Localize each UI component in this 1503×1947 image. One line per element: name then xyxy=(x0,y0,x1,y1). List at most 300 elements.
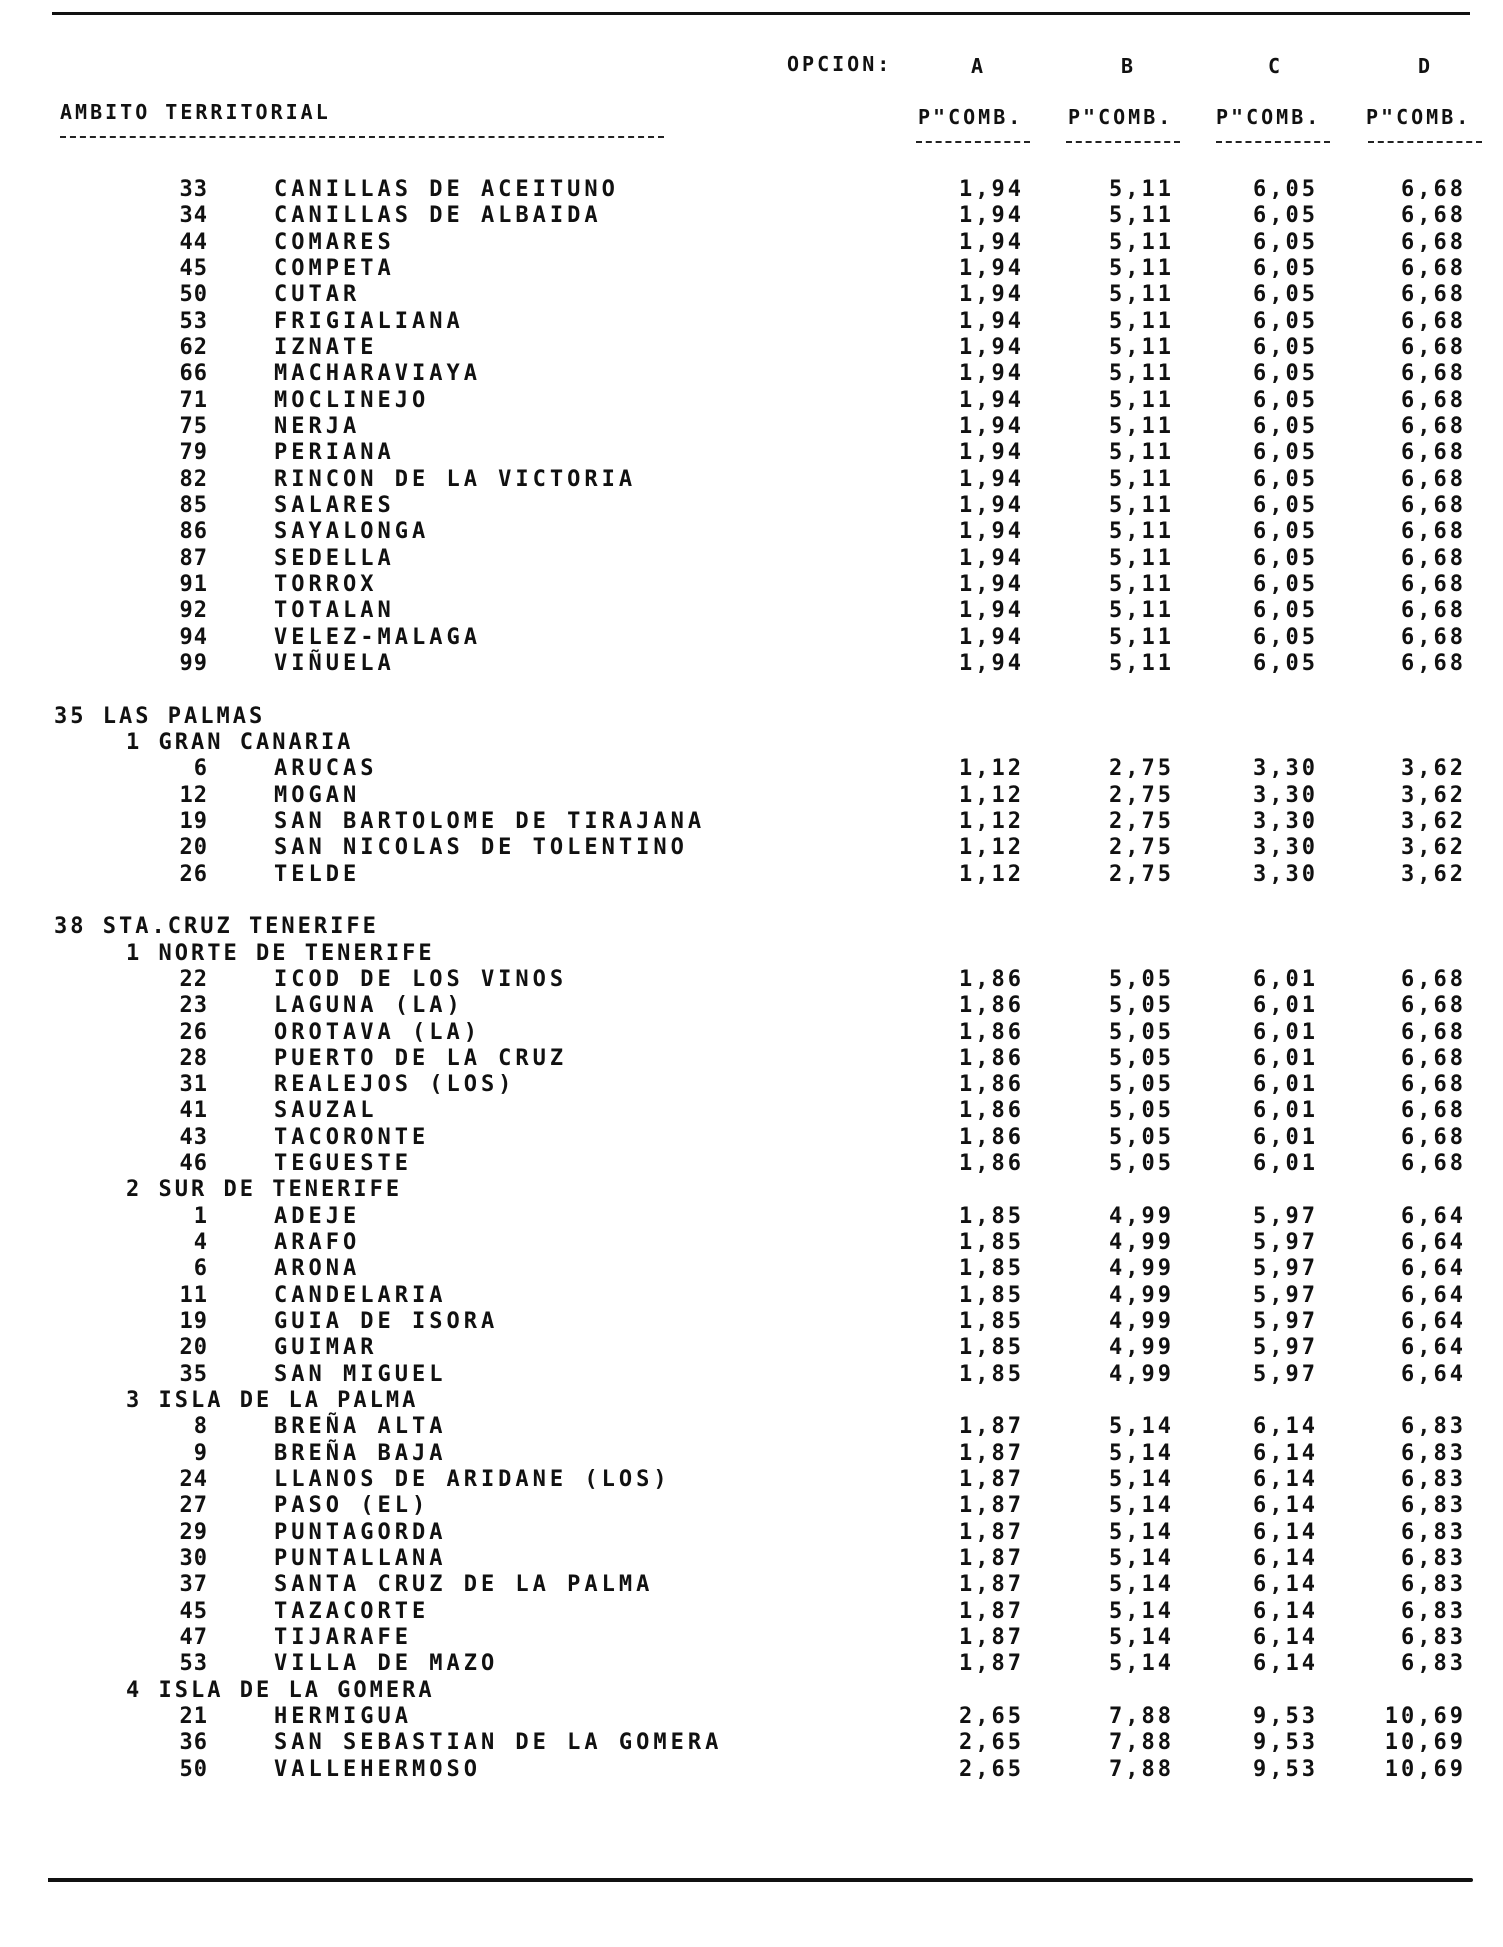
municipality-code: 26 xyxy=(179,861,208,887)
value-c: 6,05 xyxy=(1253,282,1318,308)
municipality-name: MOCLINEJO xyxy=(274,387,430,413)
municipality-name: ICOD DE LOS VINOS xyxy=(274,966,568,992)
municipality-code: 86 xyxy=(179,519,208,545)
municipality-name: TOTALAN xyxy=(274,598,395,624)
heading-underline xyxy=(60,136,664,138)
value-c: 6,05 xyxy=(1253,203,1318,229)
value-d: 6,68 xyxy=(1401,492,1466,518)
value-b: 4,99 xyxy=(1109,1230,1174,1256)
value-a: 1,85 xyxy=(959,1335,1024,1361)
value-c: 5,97 xyxy=(1253,1309,1318,1335)
value-b: 2,75 xyxy=(1109,861,1174,887)
value-d: 6,68 xyxy=(1401,466,1466,492)
value-a: 2,65 xyxy=(959,1756,1024,1782)
value-c: 6,05 xyxy=(1253,598,1318,624)
value-c: 5,97 xyxy=(1253,1335,1318,1361)
value-a: 1,85 xyxy=(959,1203,1024,1229)
comarca-title: 3 ISLA DE LA PALMA xyxy=(126,1388,419,1414)
value-d: 6,68 xyxy=(1401,282,1466,308)
value-a: 1,87 xyxy=(959,1598,1024,1624)
municipality-name: TIJARAFE xyxy=(274,1625,412,1651)
value-c: 6,14 xyxy=(1253,1651,1318,1677)
column-d-underline xyxy=(1368,141,1482,143)
value-b: 5,05 xyxy=(1109,1045,1174,1071)
table-row xyxy=(0,1151,1503,1177)
value-c: 6,14 xyxy=(1253,1440,1318,1466)
table-row xyxy=(0,1414,1503,1440)
value-b: 2,75 xyxy=(1109,756,1174,782)
table-row xyxy=(0,572,1503,598)
value-d: 6,83 xyxy=(1401,1414,1466,1440)
value-d: 6,68 xyxy=(1401,571,1466,597)
municipality-name: TACORONTE xyxy=(274,1124,430,1150)
municipality-code: 27 xyxy=(179,1493,208,1519)
column-b-underline xyxy=(1066,141,1180,143)
municipality-name: MOGAN xyxy=(274,782,361,808)
table-row xyxy=(0,546,1503,572)
value-a: 1,86 xyxy=(959,1151,1024,1177)
municipality-name: RINCON DE LA VICTORIA xyxy=(274,466,637,492)
value-a: 1,86 xyxy=(959,1098,1024,1124)
table-row xyxy=(0,1704,1503,1730)
table-row xyxy=(0,1625,1503,1651)
value-a: 1,86 xyxy=(959,1045,1024,1071)
municipality-code: 94 xyxy=(179,624,208,650)
value-c: 3,30 xyxy=(1253,835,1318,861)
value-a: 1,87 xyxy=(959,1467,1024,1493)
table-row xyxy=(0,1757,1503,1783)
value-c: 6,01 xyxy=(1253,1151,1318,1177)
municipality-code: 37 xyxy=(179,1572,208,1598)
table-row xyxy=(0,625,1503,651)
table-row xyxy=(0,1309,1503,1335)
municipality-name: SAN BARTOLOME DE TIRAJANA xyxy=(274,808,706,834)
municipality-code: 28 xyxy=(179,1045,208,1071)
value-b: 5,05 xyxy=(1109,993,1174,1019)
value-c: 6,14 xyxy=(1253,1519,1318,1545)
value-a: 1,85 xyxy=(959,1256,1024,1282)
value-d: 6,68 xyxy=(1401,1045,1466,1071)
municipality-name: TORROX xyxy=(274,571,378,597)
value-b: 7,88 xyxy=(1109,1730,1174,1756)
comarca-title: 2 SUR DE TENERIFE xyxy=(126,1177,403,1203)
table-row xyxy=(0,177,1503,203)
value-a: 1,94 xyxy=(959,598,1024,624)
value-c: 6,05 xyxy=(1253,624,1318,650)
municipality-name: SAN SEBASTIAN DE LA GOMERA xyxy=(274,1730,723,1756)
value-a: 1,94 xyxy=(959,624,1024,650)
value-b: 5,11 xyxy=(1109,282,1174,308)
municipality-code: 35 xyxy=(179,1361,208,1387)
value-b: 5,11 xyxy=(1109,492,1174,518)
value-b: 5,11 xyxy=(1109,387,1174,413)
value-a: 1,94 xyxy=(959,308,1024,334)
value-b: 4,99 xyxy=(1109,1282,1174,1308)
municipality-code: 19 xyxy=(179,808,208,834)
value-b: 5,11 xyxy=(1109,361,1174,387)
value-b: 7,88 xyxy=(1109,1704,1174,1730)
value-b: 5,14 xyxy=(1109,1651,1174,1677)
table-row xyxy=(0,862,1503,888)
table-row xyxy=(0,230,1503,256)
value-d: 6,68 xyxy=(1401,1098,1466,1124)
municipality-code: 46 xyxy=(179,1151,208,1177)
value-a: 1,94 xyxy=(959,466,1024,492)
value-d: 6,83 xyxy=(1401,1440,1466,1466)
column-c-underline xyxy=(1216,141,1330,143)
value-d: 6,64 xyxy=(1401,1203,1466,1229)
value-d: 6,68 xyxy=(1401,1124,1466,1150)
value-d: 3,62 xyxy=(1401,861,1466,887)
value-c: 5,97 xyxy=(1253,1230,1318,1256)
value-c: 6,14 xyxy=(1253,1625,1318,1651)
value-a: 1,94 xyxy=(959,361,1024,387)
value-c: 6,14 xyxy=(1253,1572,1318,1598)
table-row xyxy=(0,309,1503,335)
comarca-title: 1 GRAN CANARIA xyxy=(126,729,354,755)
municipality-name: IZNATE xyxy=(274,334,378,360)
municipality-name: LLANOS DE ARIDANE (LOS) xyxy=(274,1467,671,1493)
value-c: 6,05 xyxy=(1253,255,1318,281)
municipality-code: 43 xyxy=(179,1124,208,1150)
value-b: 5,14 xyxy=(1109,1440,1174,1466)
value-b: 5,11 xyxy=(1109,229,1174,255)
value-c: 3,30 xyxy=(1253,808,1318,834)
comarca-row xyxy=(0,1177,1503,1203)
value-c: 3,30 xyxy=(1253,861,1318,887)
value-c: 6,05 xyxy=(1253,650,1318,676)
value-b: 5,11 xyxy=(1109,177,1174,202)
opcion-label: OPCION: xyxy=(787,52,893,76)
value-a: 1,87 xyxy=(959,1414,1024,1440)
table-row xyxy=(0,651,1503,677)
spacer-row xyxy=(0,677,1503,703)
value-b: 5,11 xyxy=(1109,255,1174,281)
comarca-row xyxy=(0,730,1503,756)
value-a: 1,86 xyxy=(959,1072,1024,1098)
value-d: 6,83 xyxy=(1401,1651,1466,1677)
option-a-label: A xyxy=(971,54,987,78)
value-a: 1,87 xyxy=(959,1546,1024,1572)
value-b: 5,05 xyxy=(1109,1072,1174,1098)
value-a: 1,94 xyxy=(959,492,1024,518)
value-c: 6,01 xyxy=(1253,1124,1318,1150)
value-c: 3,30 xyxy=(1253,782,1318,808)
value-a: 1,85 xyxy=(959,1361,1024,1387)
value-a: 1,94 xyxy=(959,229,1024,255)
municipality-name: OROTAVA (LA) xyxy=(274,1019,481,1045)
value-a: 1,85 xyxy=(959,1230,1024,1256)
value-d: 10,69 xyxy=(1384,1704,1466,1730)
value-d: 6,68 xyxy=(1401,177,1466,202)
value-d: 6,68 xyxy=(1401,308,1466,334)
value-c: 6,01 xyxy=(1253,1019,1318,1045)
option-c-label: C xyxy=(1268,54,1284,78)
value-a: 1,87 xyxy=(959,1519,1024,1545)
table-row xyxy=(0,756,1503,782)
value-a: 1,85 xyxy=(959,1309,1024,1335)
value-c: 6,14 xyxy=(1253,1598,1318,1624)
value-d: 6,68 xyxy=(1401,361,1466,387)
province-row xyxy=(0,914,1503,940)
value-a: 1,94 xyxy=(959,255,1024,281)
column-a-heading: P"COMB. xyxy=(918,105,1024,129)
municipality-code: 34 xyxy=(179,203,208,229)
value-c: 6,14 xyxy=(1253,1546,1318,1572)
municipality-name: VELEZ-MALAGA xyxy=(274,624,481,650)
table-row xyxy=(0,1651,1503,1677)
value-b: 5,05 xyxy=(1109,1019,1174,1045)
column-d-heading: P"COMB. xyxy=(1366,105,1472,129)
value-b: 5,14 xyxy=(1109,1414,1174,1440)
municipality-code: 71 xyxy=(179,387,208,413)
value-d: 6,68 xyxy=(1401,1072,1466,1098)
ambito-territorial-heading: AMBITO TERRITORIAL xyxy=(60,100,331,124)
municipality-code: 41 xyxy=(179,1098,208,1124)
value-b: 2,75 xyxy=(1109,835,1174,861)
value-d: 3,62 xyxy=(1401,756,1466,782)
comarca-row xyxy=(0,941,1503,967)
value-c: 5,97 xyxy=(1253,1256,1318,1282)
municipality-code: 44 xyxy=(179,229,208,255)
value-c: 6,05 xyxy=(1253,413,1318,439)
value-a: 1,12 xyxy=(959,808,1024,834)
table-row xyxy=(0,1072,1503,1098)
municipality-name: SAN MIGUEL xyxy=(274,1361,447,1387)
value-d: 6,68 xyxy=(1401,334,1466,360)
value-b: 4,99 xyxy=(1109,1309,1174,1335)
value-c: 6,05 xyxy=(1253,334,1318,360)
table-row xyxy=(0,1020,1503,1046)
municipality-name: REALEJOS (LOS) xyxy=(274,1072,516,1098)
municipality-code: 30 xyxy=(179,1546,208,1572)
value-a: 1,87 xyxy=(959,1493,1024,1519)
municipality-name: GUIA DE ISORA xyxy=(274,1309,499,1335)
table-row xyxy=(0,440,1503,466)
value-b: 2,75 xyxy=(1109,808,1174,834)
value-d: 3,62 xyxy=(1401,782,1466,808)
value-d: 6,68 xyxy=(1401,1019,1466,1045)
value-c: 5,97 xyxy=(1253,1361,1318,1387)
value-d: 6,68 xyxy=(1401,545,1466,571)
value-d: 10,69 xyxy=(1384,1756,1466,1782)
value-c: 6,05 xyxy=(1253,466,1318,492)
value-c: 9,53 xyxy=(1253,1730,1318,1756)
value-b: 5,14 xyxy=(1109,1598,1174,1624)
value-d: 6,68 xyxy=(1401,413,1466,439)
value-c: 3,30 xyxy=(1253,756,1318,782)
value-b: 5,11 xyxy=(1109,624,1174,650)
value-c: 6,01 xyxy=(1253,1072,1318,1098)
municipality-code: 20 xyxy=(179,835,208,861)
value-c: 9,53 xyxy=(1253,1756,1318,1782)
value-d: 6,68 xyxy=(1401,624,1466,650)
value-a: 1,87 xyxy=(959,1572,1024,1598)
value-b: 5,14 xyxy=(1109,1493,1174,1519)
value-d: 6,83 xyxy=(1401,1519,1466,1545)
table-row xyxy=(0,1204,1503,1230)
table-row xyxy=(0,783,1503,809)
municipality-code: 9 xyxy=(193,1440,208,1466)
municipality-name: CANILLAS DE ALBAIDA xyxy=(274,203,602,229)
value-d: 6,83 xyxy=(1401,1572,1466,1598)
value-a: 1,94 xyxy=(959,177,1024,202)
value-b: 5,05 xyxy=(1109,1124,1174,1150)
value-d: 6,64 xyxy=(1401,1309,1466,1335)
table-row xyxy=(0,388,1503,414)
municipality-name: ARUCAS xyxy=(274,756,378,782)
value-d: 6,83 xyxy=(1401,1546,1466,1572)
column-a-underline xyxy=(916,141,1030,143)
municipality-name: SEDELLA xyxy=(274,545,395,571)
municipality-name: GUIMAR xyxy=(274,1335,378,1361)
municipality-code: 1 xyxy=(193,1203,208,1229)
municipality-code: 50 xyxy=(179,1756,208,1782)
value-a: 1,86 xyxy=(959,1124,1024,1150)
municipality-name: ARONA xyxy=(274,1256,361,1282)
comarca-title: 4 ISLA DE LA GOMERA xyxy=(126,1677,435,1703)
municipality-code: 79 xyxy=(179,440,208,466)
comarca-title: 1 NORTE DE TENERIFE xyxy=(126,940,435,966)
municipality-name: PUNTAGORDA xyxy=(274,1519,447,1545)
value-d: 6,68 xyxy=(1401,993,1466,1019)
table-row xyxy=(0,1520,1503,1546)
value-c: 9,53 xyxy=(1253,1704,1318,1730)
municipality-code: 19 xyxy=(179,1309,208,1335)
municipality-code: 50 xyxy=(179,282,208,308)
municipality-code: 12 xyxy=(179,782,208,808)
table-row xyxy=(0,1256,1503,1282)
value-d: 3,62 xyxy=(1401,835,1466,861)
value-a: 1,94 xyxy=(959,203,1024,229)
value-b: 5,14 xyxy=(1109,1625,1174,1651)
municipality-code: 45 xyxy=(179,255,208,281)
table-row xyxy=(0,1283,1503,1309)
value-a: 1,87 xyxy=(959,1625,1024,1651)
value-c: 5,97 xyxy=(1253,1282,1318,1308)
value-b: 5,11 xyxy=(1109,545,1174,571)
municipality-name: TELDE xyxy=(274,861,361,887)
value-d: 6,68 xyxy=(1401,598,1466,624)
municipality-code: 66 xyxy=(179,361,208,387)
top-rule xyxy=(52,12,1470,15)
table-row xyxy=(0,335,1503,361)
municipality-name: CUTAR xyxy=(274,282,361,308)
value-b: 4,99 xyxy=(1109,1256,1174,1282)
municipality-code: 87 xyxy=(179,545,208,571)
option-d-label: D xyxy=(1418,54,1434,78)
province-title: 35 LAS PALMAS xyxy=(54,703,266,729)
municipality-code: 62 xyxy=(179,334,208,360)
municipality-code: 47 xyxy=(179,1625,208,1651)
municipality-code: 31 xyxy=(179,1072,208,1098)
comarca-row xyxy=(0,1388,1503,1414)
municipality-code: 91 xyxy=(179,571,208,597)
table-row xyxy=(0,1441,1503,1467)
comarca-row xyxy=(0,1678,1503,1704)
municipality-name: SAYALONGA xyxy=(274,519,430,545)
value-b: 5,11 xyxy=(1109,466,1174,492)
municipality-code: 53 xyxy=(179,308,208,334)
table-row xyxy=(0,835,1503,861)
value-a: 1,94 xyxy=(959,440,1024,466)
value-b: 5,11 xyxy=(1109,308,1174,334)
value-b: 5,11 xyxy=(1109,413,1174,439)
table-row xyxy=(0,1467,1503,1493)
value-d: 6,68 xyxy=(1401,255,1466,281)
municipality-name: PUNTALLANA xyxy=(274,1546,447,1572)
municipality-code: 33 xyxy=(179,177,208,202)
value-c: 6,05 xyxy=(1253,492,1318,518)
municipality-name: BREÑA BAJA xyxy=(274,1440,447,1466)
value-b: 5,11 xyxy=(1109,650,1174,676)
value-c: 6,05 xyxy=(1253,545,1318,571)
option-b-label: B xyxy=(1121,54,1137,78)
value-b: 4,99 xyxy=(1109,1361,1174,1387)
value-b: 5,11 xyxy=(1109,334,1174,360)
municipality-name: PUERTO DE LA CRUZ xyxy=(274,1045,568,1071)
value-b: 5,14 xyxy=(1109,1519,1174,1545)
table-row xyxy=(0,256,1503,282)
municipality-name: VIÑUELA xyxy=(274,650,395,676)
table-row xyxy=(0,1230,1503,1256)
value-a: 1,94 xyxy=(959,413,1024,439)
value-d: 6,64 xyxy=(1401,1361,1466,1387)
table-row xyxy=(0,361,1503,387)
value-b: 5,11 xyxy=(1109,598,1174,624)
table-row xyxy=(0,519,1503,545)
municipality-code: 99 xyxy=(179,650,208,676)
province-title: 38 STA.CRUZ TENERIFE xyxy=(54,914,379,940)
value-a: 2,65 xyxy=(959,1730,1024,1756)
table-row xyxy=(0,598,1503,624)
municipality-code: 26 xyxy=(179,1019,208,1045)
value-c: 6,05 xyxy=(1253,361,1318,387)
municipality-name: NERJA xyxy=(274,413,361,439)
table-row xyxy=(0,1730,1503,1756)
municipality-name: COMARES xyxy=(274,229,395,255)
value-b: 5,14 xyxy=(1109,1546,1174,1572)
value-b: 4,99 xyxy=(1109,1203,1174,1229)
value-c: 6,14 xyxy=(1253,1467,1318,1493)
value-c: 6,05 xyxy=(1253,387,1318,413)
value-d: 6,68 xyxy=(1401,229,1466,255)
municipality-name: SANTA CRUZ DE LA PALMA xyxy=(274,1572,654,1598)
column-b-heading: P"COMB. xyxy=(1068,105,1174,129)
value-a: 1,94 xyxy=(959,334,1024,360)
table-row xyxy=(0,809,1503,835)
municipality-code: 6 xyxy=(193,756,208,782)
value-a: 1,94 xyxy=(959,519,1024,545)
municipality-code: 45 xyxy=(179,1598,208,1624)
municipality-name: TAZACORTE xyxy=(274,1598,430,1624)
municipality-code: 36 xyxy=(179,1730,208,1756)
municipality-code: 8 xyxy=(193,1414,208,1440)
value-c: 6,14 xyxy=(1253,1414,1318,1440)
value-a: 1,94 xyxy=(959,650,1024,676)
table-row xyxy=(0,493,1503,519)
value-d: 3,62 xyxy=(1401,808,1466,834)
value-a: 2,65 xyxy=(959,1704,1024,1730)
value-d: 6,83 xyxy=(1401,1493,1466,1519)
municipality-name: MACHARAVIAYA xyxy=(274,361,481,387)
municipality-name: SAUZAL xyxy=(274,1098,378,1124)
table-row xyxy=(0,414,1503,440)
municipality-name: PASO (EL) xyxy=(274,1493,430,1519)
municipality-code: 23 xyxy=(179,993,208,1019)
value-a: 1,87 xyxy=(959,1440,1024,1466)
value-c: 5,97 xyxy=(1253,1203,1318,1229)
